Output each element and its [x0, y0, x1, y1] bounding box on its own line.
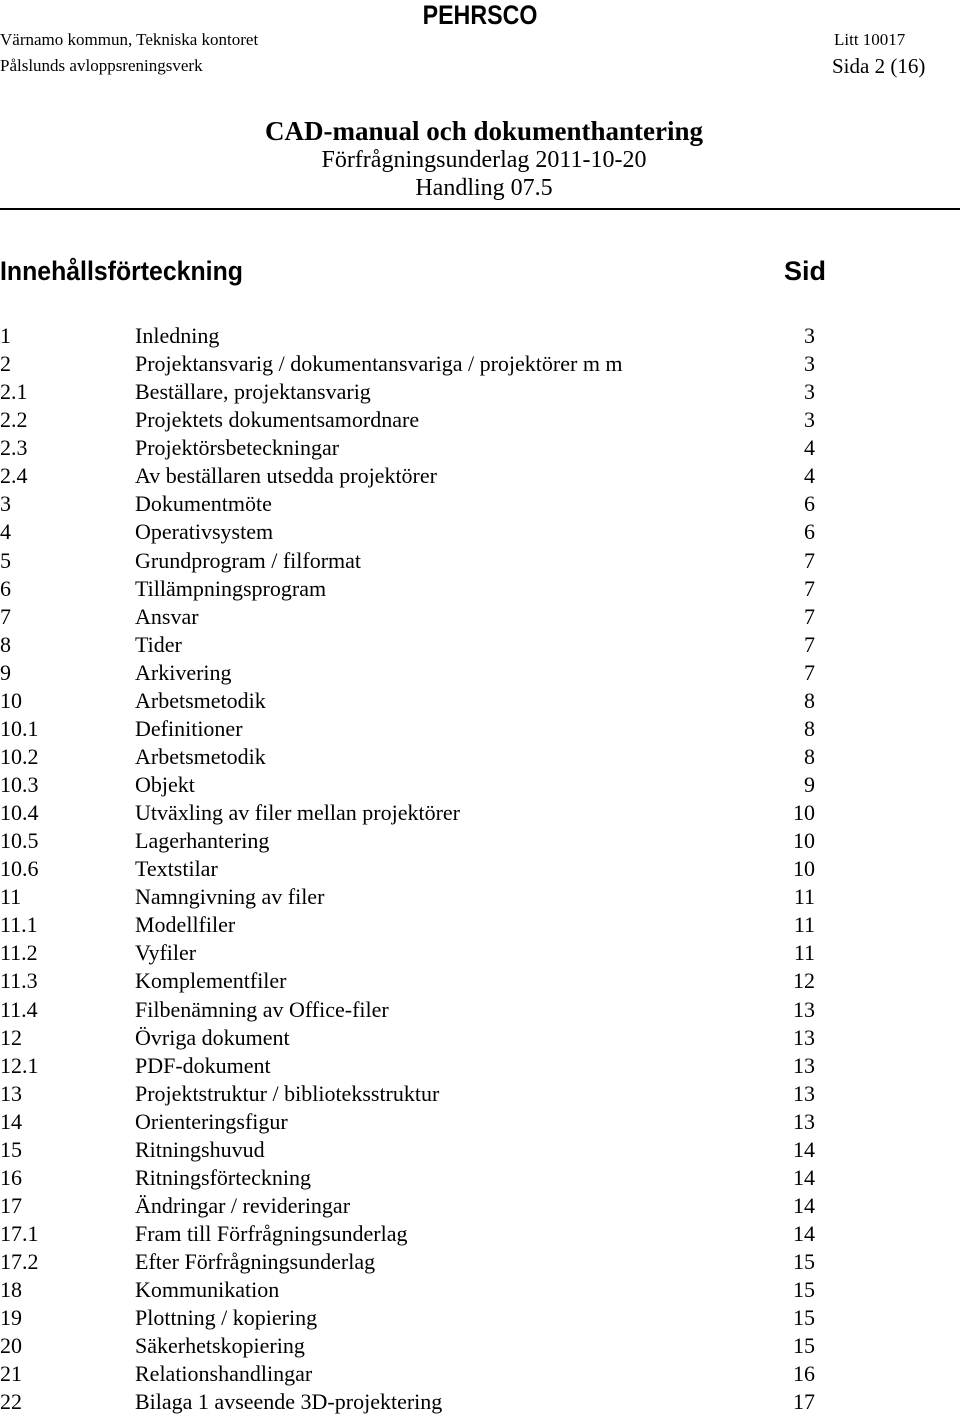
toc-entry[interactable]	[0, 490, 960, 518]
header-divider	[0, 208, 960, 210]
toc-entry-number: 12.1	[0, 1052, 39, 1078]
toc-entry-number: 10.5	[0, 828, 39, 854]
toc-entry-title: Projektstruktur / biblioteksstruktur	[135, 1080, 440, 1106]
toc-entry-page: 8	[804, 743, 815, 769]
toc-entry-title: Beställare, projektansvarig	[135, 379, 371, 405]
toc-entry-number: 1	[0, 323, 11, 348]
toc-entry-number: 13	[0, 1080, 22, 1106]
toc-entry[interactable]	[0, 1052, 960, 1080]
toc-entry-number: 2.3	[0, 435, 28, 461]
toc-entry-title: Efter Förfrågningsunderlag	[135, 1249, 376, 1275]
toc-entry[interactable]	[0, 996, 960, 1024]
toc-entry-page: 10	[793, 856, 815, 882]
toc-entry[interactable]	[0, 1360, 960, 1388]
toc-entry-number: 6	[0, 575, 11, 601]
toc-entry-page: 4	[804, 435, 815, 461]
toc-entry-page: 17	[793, 1389, 815, 1415]
toc-entry-title: Plottning / kopiering	[135, 1305, 318, 1331]
toc-entry-title: Ansvar	[135, 603, 199, 629]
toc-entry-page: 7	[804, 547, 815, 573]
document-title: CAD-manual och dokumenthantering	[264, 116, 704, 146]
document-handling: Handling 07.5	[415, 175, 553, 201]
toc-entry-page: 10	[793, 828, 815, 854]
toc-entry-title: Komplementfiler	[135, 968, 287, 994]
toc-entry-page: 13	[793, 996, 815, 1022]
toc-entry[interactable]	[0, 575, 960, 603]
toc-entry[interactable]	[0, 322, 960, 350]
toc-entry-title: Tider	[135, 631, 182, 657]
toc-entry-number: 10.2	[0, 743, 39, 769]
toc-entry[interactable]	[0, 967, 960, 995]
toc-list	[0, 322, 960, 1416]
toc-entry-number: 2.4	[0, 463, 28, 489]
toc-entry-page: 4	[804, 463, 815, 489]
project-name: Pålslunds avloppsreningsverk	[0, 56, 203, 75]
toc-entry-title: Utväxling av filer mellan projektörer	[135, 800, 460, 826]
toc-entry-title: Definitioner	[135, 715, 243, 741]
toc-entry[interactable]	[0, 743, 960, 771]
toc-entry-number: 18	[0, 1277, 22, 1303]
toc-entry[interactable]	[0, 462, 960, 490]
toc-entry-title: Dokumentmöte	[135, 491, 272, 517]
toc-entry-page: 12	[793, 968, 815, 994]
toc-entry-title: Modellfiler	[135, 912, 236, 938]
toc-entry-page: 15	[793, 1249, 815, 1275]
toc-entry-page: 15	[793, 1333, 815, 1359]
toc-entry-page: 8	[804, 687, 815, 713]
toc-entry-title: Av beställaren utsedda projektörer	[135, 463, 437, 489]
toc-entry-title: Arbetsmetodik	[135, 687, 266, 713]
toc-entry-title: Vyfiler	[135, 940, 197, 966]
toc-entry-number: 20	[0, 1333, 22, 1359]
toc-entry-title: Namngivning av filer	[135, 884, 325, 910]
toc-entry-page: 7	[804, 659, 815, 685]
toc-entry-page: 15	[793, 1277, 815, 1303]
toc-entry-number: 2	[0, 351, 11, 377]
toc-entry-number: 7	[0, 603, 11, 629]
toc-entry-number: 10.1	[0, 715, 39, 741]
toc-entry[interactable]	[0, 1024, 960, 1052]
toc-entry-page: 3	[804, 323, 815, 348]
toc-entry-number: 17.2	[0, 1249, 39, 1275]
toc-entry-title: Säkerhetskopiering	[135, 1333, 305, 1359]
toc-heading: Innehållsförteckning	[0, 256, 243, 286]
toc-entry-number: 5	[0, 547, 11, 573]
toc-entry-title: Grundprogram / filformat	[135, 547, 362, 573]
toc-entry[interactable]	[0, 434, 960, 462]
toc-entry[interactable]	[0, 771, 960, 799]
toc-entry-page: 13	[793, 1024, 815, 1050]
toc-entry-page: 3	[804, 351, 815, 377]
toc-entry-number: 8	[0, 631, 11, 657]
toc-entry-page: 11	[793, 940, 815, 966]
toc-entry-title: Relationshandlingar	[135, 1361, 313, 1387]
toc-entry-number: 11.2	[0, 940, 38, 966]
toc-entry-page: 14	[793, 1164, 815, 1190]
toc-entry[interactable]	[0, 827, 960, 855]
toc-entry[interactable]	[0, 547, 960, 575]
toc-entry-page: 11	[793, 912, 815, 938]
toc-entry[interactable]	[0, 855, 960, 883]
toc-entry-number: 3	[0, 491, 11, 517]
toc-entry[interactable]	[0, 1388, 960, 1416]
toc-entry-number: 10	[0, 687, 22, 713]
toc-entry[interactable]	[0, 350, 960, 378]
toc-entry-title: Tillämpningsprogram	[135, 575, 327, 601]
toc-entry[interactable]	[0, 1276, 960, 1304]
toc-entry[interactable]	[0, 631, 960, 659]
toc-entry-number: 10.6	[0, 856, 39, 882]
toc-entry-number: 2.1	[0, 379, 28, 405]
toc-entry-title: Objekt	[135, 772, 195, 797]
toc-entry-number: 10.3	[0, 772, 39, 797]
toc-entry-page: 16	[793, 1361, 815, 1387]
toc-entry[interactable]	[0, 939, 960, 967]
toc-entry-page: 7	[804, 603, 815, 629]
toc-entry-number: 9	[0, 659, 11, 685]
toc-entry-page: 10	[793, 800, 815, 826]
toc-entry-number: 21	[0, 1361, 22, 1387]
toc-entry-title: Filbenämning av Office-filer	[135, 996, 389, 1022]
toc-entry[interactable]	[0, 911, 960, 939]
toc-entry[interactable]	[0, 603, 960, 631]
toc-entry-number: 16	[0, 1164, 22, 1190]
toc-entry-number: 14	[0, 1108, 22, 1134]
toc-entry-number: 17.1	[0, 1221, 39, 1246]
toc-entry-number: 11.4	[0, 996, 38, 1022]
toc-entry[interactable]	[0, 518, 960, 546]
toc-entry-title: Kommunikation	[135, 1277, 280, 1303]
toc-entry-title: Lagerhantering	[135, 828, 270, 854]
toc-entry-page: 14	[793, 1221, 815, 1246]
toc-entry-page: 8	[804, 715, 815, 741]
toc-entry-page: 6	[804, 519, 815, 545]
toc-entry-page: 3	[804, 379, 815, 405]
toc-entry-page: 9	[804, 772, 815, 797]
toc-entry-title: Projektets dokumentsamordnare	[135, 407, 420, 433]
document-reference: Litt 10017	[834, 30, 906, 49]
toc-entry[interactable]	[0, 1192, 960, 1220]
toc-entry-number: 15	[0, 1136, 22, 1162]
toc-entry[interactable]	[0, 1332, 960, 1360]
toc-entry-number: 11.1	[0, 912, 38, 938]
toc-entry-page: 3	[804, 407, 815, 433]
toc-entry-title: Ritningshuvud	[135, 1136, 265, 1162]
toc-entry[interactable]	[0, 687, 960, 715]
toc-entry-page: 14	[793, 1192, 815, 1218]
client-name: Värnamo kommun, Tekniska kontoret	[0, 30, 259, 49]
toc-entry[interactable]	[0, 406, 960, 434]
toc-entry-title: Operativsystem	[135, 519, 274, 545]
toc-entry-title: Ritningsförteckning	[135, 1164, 311, 1190]
toc-entry-page: 13	[793, 1080, 815, 1106]
toc-entry-page: 6	[804, 491, 815, 517]
toc-entry[interactable]	[0, 1136, 960, 1164]
page-number: Sida 2 (16)	[832, 54, 926, 78]
toc-entry-number: 17	[0, 1192, 22, 1218]
toc-entry-title: Projektansvarig / dokumentansvariga / projektörer m m	[135, 351, 623, 377]
toc-entry[interactable]	[0, 1304, 960, 1332]
toc-entry[interactable]	[0, 799, 960, 827]
toc-entry-number: 4	[0, 519, 11, 545]
toc-entry[interactable]	[0, 1164, 960, 1192]
toc-entry-title: Arkivering	[135, 659, 232, 685]
toc-entry-number: 11	[0, 884, 22, 910]
toc-entry[interactable]	[0, 1108, 960, 1136]
toc-entry[interactable]	[0, 883, 960, 911]
toc-entry[interactable]	[0, 1220, 960, 1248]
toc-page-column-heading: Sid	[784, 256, 827, 286]
toc-entry-page: 14	[793, 1136, 815, 1162]
toc-entry-number: 19	[0, 1305, 22, 1331]
toc-entry[interactable]	[0, 659, 960, 687]
toc-entry-page: 7	[804, 575, 815, 601]
toc-entry-title: PDF-dokument	[135, 1052, 271, 1078]
toc-entry-title: Projektörsbeteckningar	[135, 435, 340, 461]
toc-entry-number: 10.4	[0, 800, 39, 826]
toc-entry[interactable]	[0, 1080, 960, 1108]
toc-entry-title: Ändringar / revideringar	[135, 1192, 351, 1218]
toc-entry[interactable]	[0, 1248, 960, 1276]
toc-entry-title: Bilaga 1 avseende 3D-projektering	[135, 1389, 443, 1415]
toc-entry-page: 7	[804, 631, 815, 657]
toc-entry-number: 12	[0, 1024, 22, 1050]
company-name: PEHRSCO	[422, 0, 538, 30]
toc-entry-page: 13	[793, 1052, 815, 1078]
toc-entry-title: Orienteringsfigur	[135, 1108, 288, 1134]
toc-entry-number: 2.2	[0, 407, 28, 433]
toc-entry-title: Arbetsmetodik	[135, 743, 266, 769]
toc-entry-title: Textstilar	[135, 856, 218, 882]
toc-entry-number: 22	[0, 1389, 22, 1415]
toc-entry[interactable]	[0, 378, 960, 406]
document-subtitle: Förfrågningsunderlag 2011-10-20	[321, 147, 647, 173]
toc-entry-title: Fram till Förfrågningsunderlag	[135, 1221, 408, 1246]
toc-entry-title: Övriga dokument	[135, 1024, 290, 1050]
toc-entry-page: 13	[793, 1108, 815, 1134]
toc-entry-title: Inledning	[135, 323, 220, 348]
toc-entry-page: 11	[793, 884, 815, 910]
toc-entry-number: 11.3	[0, 968, 38, 994]
toc-entry-page: 15	[793, 1305, 815, 1331]
toc-entry[interactable]	[0, 715, 960, 743]
